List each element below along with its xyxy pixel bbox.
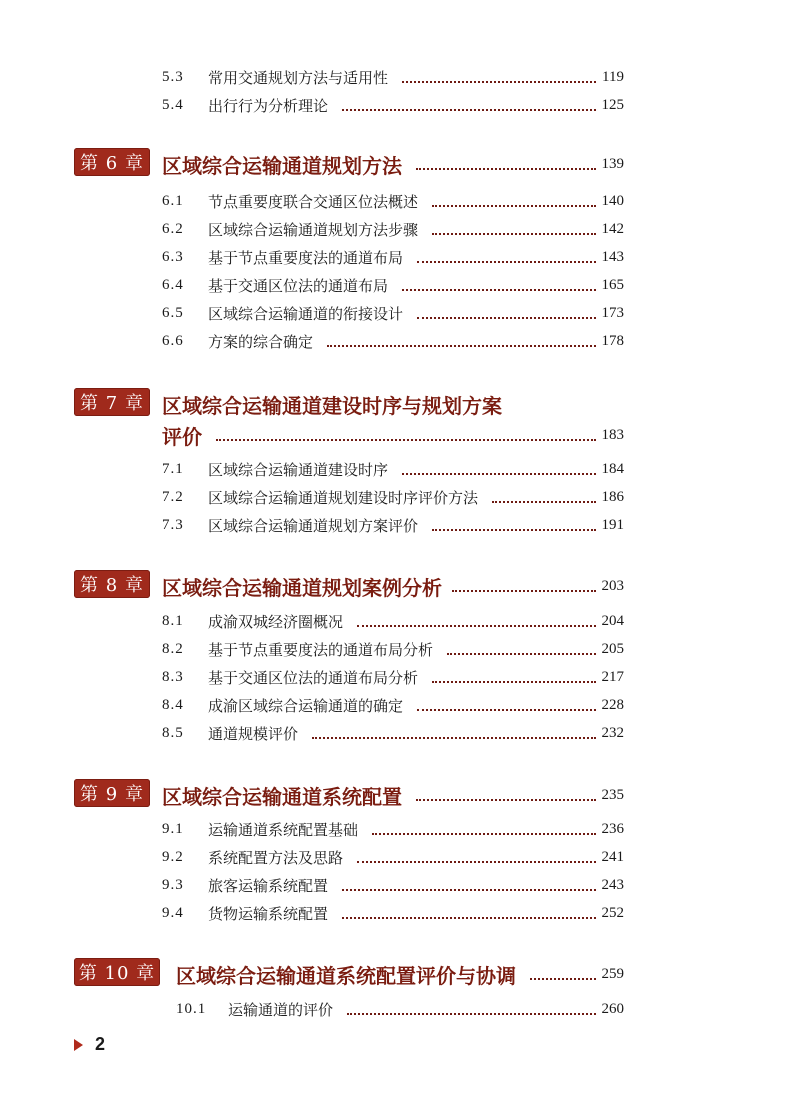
section-title: 货物运输系统配置	[208, 905, 329, 923]
page-number: 260	[601, 1001, 624, 1017]
page-number: 191	[601, 517, 624, 533]
section-number: 8.4	[162, 697, 184, 713]
section-title: 成渝区域综合运输通道的确定	[208, 697, 404, 715]
page-number: 228	[601, 697, 624, 713]
dot-leader	[417, 315, 595, 319]
chapter-title: 区域综合运输通道规划案例分析	[162, 576, 442, 600]
dot-leader	[342, 107, 595, 111]
section-number: 5.3	[162, 69, 184, 85]
triangle-marker-icon	[74, 1039, 83, 1051]
section-number: 9.4	[162, 905, 184, 921]
section-title: 基于节点重要度法的通道布局	[208, 249, 404, 267]
dot-leader	[342, 915, 595, 919]
section-number: 9.2	[162, 849, 184, 865]
section-number: 7.3	[162, 517, 184, 533]
section-number: 7.2	[162, 489, 184, 505]
toc-entry-6-1[interactable]	[162, 191, 624, 212]
toc-entry-7-1[interactable]	[162, 459, 624, 480]
page-number: 204	[601, 613, 624, 629]
toc-entry-9-3[interactable]	[162, 875, 624, 896]
toc-chapter-7[interactable]	[162, 421, 624, 450]
chapter-8-badge: 第 8 章	[74, 570, 150, 598]
dot-leader	[402, 79, 596, 83]
toc-entry-9-2[interactable]	[162, 847, 624, 868]
section-title: 运输通道的评价	[228, 1001, 334, 1019]
toc-entry-6-6[interactable]	[162, 331, 624, 352]
page-number: 259	[601, 966, 624, 982]
dot-leader	[342, 887, 595, 891]
section-title: 出行行为分析理论	[208, 97, 329, 115]
dot-leader	[417, 259, 595, 263]
section-title: 基于交通区位法的通道布局	[208, 277, 389, 295]
page-number: 143	[601, 249, 624, 265]
chapter-6-badge: 第 6 章	[74, 148, 150, 176]
page-number: 252	[601, 905, 624, 921]
toc-entry-8-4[interactable]	[162, 695, 624, 716]
dot-leader	[347, 1011, 595, 1015]
chapter-10-badge: 第 10 章	[74, 958, 160, 986]
section-title: 区域综合运输通道规划建设时序评价方法	[208, 489, 479, 507]
toc-entry-5-4[interactable]	[162, 95, 624, 116]
page-number: 125	[601, 97, 624, 113]
section-number: 6.6	[162, 333, 184, 349]
dot-leader	[432, 203, 595, 207]
toc-chapter-8[interactable]	[162, 572, 624, 601]
page-number: 243	[601, 877, 624, 893]
page-number: 232	[601, 725, 624, 741]
dot-leader	[432, 679, 595, 683]
toc-entry-6-4[interactable]	[162, 275, 624, 296]
section-number: 5.4	[162, 97, 184, 113]
page-number: 186	[601, 489, 624, 505]
toc-entry-7-3[interactable]	[162, 515, 624, 536]
section-number: 9.3	[162, 877, 184, 893]
dot-leader	[447, 651, 595, 655]
dot-leader	[216, 437, 596, 441]
dot-leader	[432, 527, 595, 531]
page-number: 173	[601, 305, 624, 321]
toc-entry-6-2[interactable]	[162, 219, 624, 240]
page-number: 139	[601, 156, 624, 172]
dot-leader	[327, 343, 595, 347]
section-title: 运输通道系统配置基础	[208, 821, 359, 839]
section-title: 区域综合运输通道建设时序	[208, 461, 389, 479]
page-number: 165	[601, 277, 624, 293]
section-number: 8.3	[162, 669, 184, 685]
page-number: 183	[601, 427, 624, 443]
section-number: 8.2	[162, 641, 184, 657]
chapter-title: 区域综合运输通道系统配置评价与协调	[176, 964, 516, 988]
toc-entry-6-5[interactable]	[162, 303, 624, 324]
dot-leader	[492, 499, 595, 503]
section-number: 6.1	[162, 193, 184, 209]
toc-entry-5-3[interactable]	[162, 67, 624, 88]
chapter-title: 区域综合运输通道系统配置	[162, 785, 402, 809]
section-title: 方案的综合确定	[208, 333, 314, 351]
dot-leader	[402, 471, 595, 475]
chapter-title: 区域综合运输通道建设时序与规划方案	[162, 394, 502, 418]
section-title: 区域综合运输通道的衔接设计	[208, 305, 404, 323]
section-title: 旅客运输系统配置	[208, 877, 329, 895]
dot-leader	[357, 859, 595, 863]
page-number: 236	[601, 821, 624, 837]
toc-chapter-9[interactable]	[162, 781, 624, 810]
section-number: 6.4	[162, 277, 184, 293]
dot-leader	[452, 588, 596, 592]
toc-chapter-10[interactable]	[176, 960, 624, 989]
page-number: 178	[601, 333, 624, 349]
section-number: 7.1	[162, 461, 184, 477]
page-number: 217	[601, 669, 624, 685]
section-title: 成渝双城经济圈概况	[208, 613, 344, 631]
section-title: 系统配置方法及思路	[208, 849, 344, 867]
section-number: 8.5	[162, 725, 184, 741]
page-number: 203	[601, 578, 624, 594]
section-title: 常用交通规划方法与适用性	[208, 69, 389, 87]
toc-entry-8-3[interactable]	[162, 667, 624, 688]
dot-leader	[312, 735, 595, 739]
section-title: 基于交通区位法的通道布局分析	[208, 669, 419, 687]
dot-leader	[416, 166, 596, 170]
page-number: 235	[601, 787, 624, 803]
dot-leader	[530, 976, 596, 980]
section-number: 6.3	[162, 249, 184, 265]
page-number: 205	[601, 641, 624, 657]
section-number: 8.1	[162, 613, 184, 629]
page-footer	[74, 1034, 105, 1055]
chapter-7-badge: 第 7 章	[74, 388, 150, 416]
toc-entry-6-3[interactable]	[162, 247, 624, 268]
toc-entry-10-1[interactable]	[176, 999, 624, 1020]
section-title: 基于节点重要度法的通道布局分析	[208, 641, 434, 659]
section-number: 10.1	[176, 1001, 207, 1017]
section-number: 6.2	[162, 221, 184, 237]
dot-leader	[357, 623, 595, 627]
dot-leader	[402, 287, 595, 291]
footer-page-number: 2	[95, 1034, 106, 1054]
section-title: 节点重要度联合交通区位法概述	[208, 193, 419, 211]
section-title: 通道规模评价	[208, 725, 299, 743]
toc-entry-8-2[interactable]	[162, 639, 624, 660]
toc-chapter-6[interactable]	[162, 150, 624, 179]
toc-entry-8-5[interactable]	[162, 723, 624, 744]
page-number: 184	[601, 461, 624, 477]
dot-leader	[416, 797, 596, 801]
toc-entry-8-1[interactable]	[162, 611, 624, 632]
page-number: 119	[602, 69, 624, 85]
page-number: 241	[601, 849, 624, 865]
chapter-title-continued: 评价	[162, 425, 202, 449]
section-number: 9.1	[162, 821, 184, 837]
chapter-title: 区域综合运输通道规划方法	[162, 154, 402, 178]
toc-chapter-7-line1	[162, 390, 502, 419]
dot-leader	[417, 707, 595, 711]
page-number: 140	[601, 193, 624, 209]
toc-entry-9-4[interactable]	[162, 903, 624, 924]
toc-entry-9-1[interactable]	[162, 819, 624, 840]
page-number: 142	[601, 221, 624, 237]
toc-entry-7-2[interactable]	[162, 487, 624, 508]
section-title: 区域综合运输通道规划方案评价	[208, 517, 419, 535]
dot-leader	[432, 231, 595, 235]
dot-leader	[372, 831, 595, 835]
section-number: 6.5	[162, 305, 184, 321]
section-title: 区域综合运输通道规划方法步骤	[208, 221, 419, 239]
chapter-9-badge: 第 9 章	[74, 779, 150, 807]
